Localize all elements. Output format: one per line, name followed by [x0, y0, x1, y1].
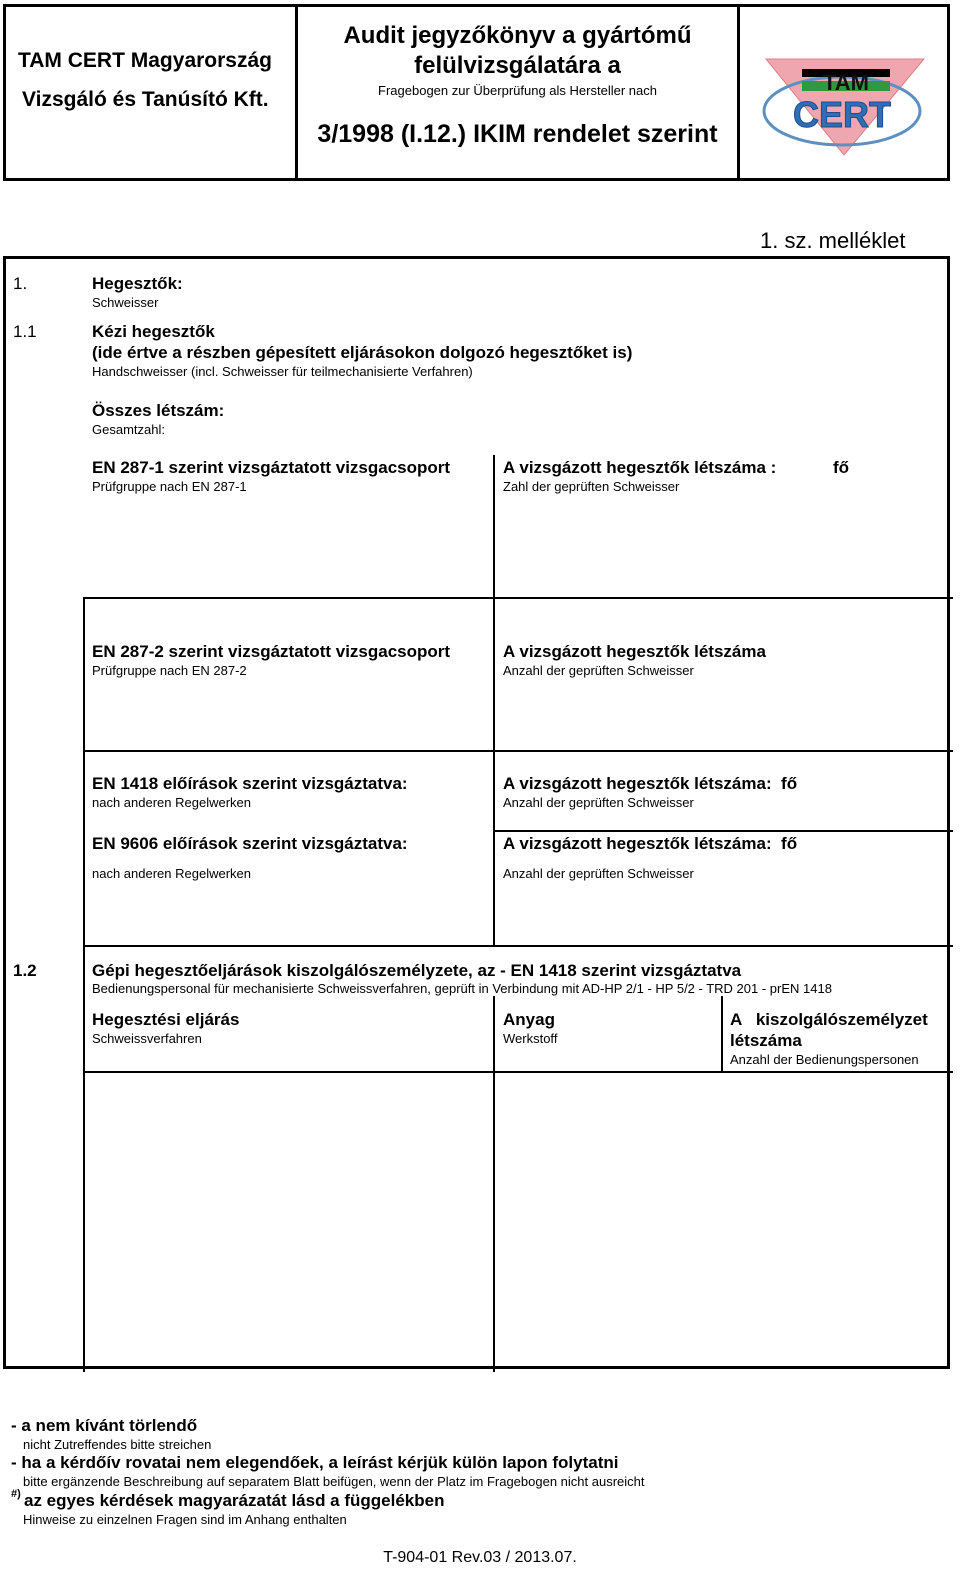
form-box — [3, 256, 950, 1369]
doc-title-line1: Audit jegyzőkönyv a gyártómű — [343, 22, 692, 49]
regulation-title: 3/1998 (I.12.) IKIM rendelet szerint — [317, 120, 718, 148]
section11-subtitle: (ide értve a részben gépesített eljárásokon dolgozó hegesztőket is) — [92, 343, 633, 362]
en9606-label-de: nach anderen Regelwerken — [92, 866, 251, 881]
section1-num: 1. — [13, 274, 28, 293]
en287-2-label-de: Prüfgruppe nach EN 287-2 — [92, 663, 247, 678]
grid-vertical-divider — [493, 455, 495, 945]
s12-vertical-divider-1 — [493, 996, 495, 1372]
s12-header-bottom-line — [83, 1071, 953, 1073]
note-continue: - ha a kérdőív rovatai nem elegendőek, a leírást kérjük külön lapon folytatni — [11, 1453, 619, 1472]
en1418-count-label-de: Anzahl der geprüften Schweisser — [503, 795, 694, 810]
col-material-de: Werkstoff — [503, 1031, 558, 1046]
en287-1-count-label: A vizsgázott hegesztők létszáma : — [503, 458, 777, 477]
col-material: Anyag — [503, 1010, 555, 1029]
doc-title-line2: felülvizsgálatára a — [414, 52, 621, 79]
en287-1-label: EN 287-1 szerint vizsgáztatott vizsgacsoport — [92, 458, 451, 477]
col-operator-count-de: Anzahl der Bedienungspersonen — [730, 1052, 919, 1067]
section11-title-de: Handschweisser (incl. Schweisser für teilmechanisierte Verfahren) — [92, 364, 473, 379]
en9606-label: EN 9606 előírások szerint vizsgáztatva: — [92, 834, 408, 853]
note-appendix-de: Hinweise zu einzelnen Fragen sind im Anhang enthalten — [23, 1512, 347, 1527]
header-box — [3, 4, 950, 181]
en9606-count-label: A vizsgázott hegesztők létszáma: fő — [503, 834, 798, 853]
company-subname: Vizsgáló és Tanúsító Kft. — [22, 88, 269, 111]
left-column-line — [83, 597, 85, 1372]
title-cell — [298, 7, 740, 178]
grid-row-divider-3 — [493, 830, 953, 832]
col-welding-process: Hegesztési eljárás — [92, 1010, 240, 1029]
grid-row-divider-4 — [83, 945, 953, 947]
footer-doc-code: T-904-01 Rev.03 / 2013.07. — [383, 1549, 577, 1566]
logo-text-bottom: CERT — [793, 94, 891, 135]
grid-row-divider-1 — [83, 597, 953, 599]
en287-1-unit: fő — [833, 458, 850, 477]
logo-text-top: TAM — [822, 70, 870, 95]
note-continue-de: bitte ergänzende Beschreibung auf separatem Blatt beifügen, wenn der Platz im Fragebogen nicht ausreicht — [23, 1474, 645, 1489]
en1418-label-de: nach anderen Regelwerken — [92, 795, 251, 810]
en287-1-label-de: Prüfgruppe nach EN 287-1 — [92, 479, 247, 494]
section11-num: 1.1 — [13, 322, 37, 341]
logo-cell — [740, 7, 947, 178]
col-operator-count: A kiszolgálószemélyzet — [730, 1010, 928, 1029]
section12-num: 1.2 — [13, 961, 37, 980]
en1418-label: EN 1418 előírások szerint vizsgáztatva: — [92, 774, 408, 793]
section12-title: Gépi hegesztőeljárások kiszolgálószemélyzete, az - EN 1418 szerint vizsgáztatva — [92, 961, 742, 980]
company-cell — [6, 7, 298, 178]
en287-2-label: EN 287-2 szerint vizsgáztatott vizsgacsoport — [92, 642, 451, 661]
en287-2-count-label-de: Anzahl der geprüften Schweisser — [503, 663, 694, 678]
section1-title: Hegesztők: — [92, 274, 183, 293]
section11-title: Kézi hegesztők — [92, 322, 215, 341]
en287-2-count-label: A vizsgázott hegesztők létszáma — [503, 642, 766, 661]
note-mark: #) — [11, 1488, 21, 1500]
note-delete: - a nem kívánt törlendő — [11, 1416, 198, 1435]
doc-title-de: Fragebogen zur Überprüfung als Hersteller nach — [378, 83, 657, 98]
section1-title-de: Schweisser — [92, 295, 159, 310]
en287-1-count-label-de: Zahl der geprüften Schweisser — [503, 479, 680, 494]
en9606-count-label-de: Anzahl der geprüften Schweisser — [503, 866, 694, 881]
en1418-count-label: A vizsgázott hegesztők létszáma: fő — [503, 774, 798, 793]
total-label-de: Gesamtzahl: — [92, 422, 165, 437]
note-delete-de: nicht Zutreffendes bitte streichen — [23, 1437, 212, 1452]
col-welding-process-de: Schweissverfahren — [92, 1031, 202, 1046]
grid-row-divider-2 — [83, 750, 953, 752]
tam-cert-logo — [762, 45, 932, 165]
company-name: TAM CERT Magyarország — [18, 49, 272, 72]
s12-vertical-divider-2 — [721, 996, 723, 1072]
section12-title-de: Bedienungspersonal für mechanisierte Schweissverfahren, geprüft in Verbindung mit AD-HP 2/1 - HP 5/2 - TRD 201 - prEN 1418 — [92, 981, 832, 996]
col-operator-count-line2: létszáma — [730, 1031, 802, 1050]
total-label: Összes létszám: — [92, 401, 225, 420]
annex-label: 1. sz. melléklet — [760, 228, 906, 253]
note-appendix: az egyes kérdések magyarázatát lásd a függelékben — [24, 1491, 445, 1510]
